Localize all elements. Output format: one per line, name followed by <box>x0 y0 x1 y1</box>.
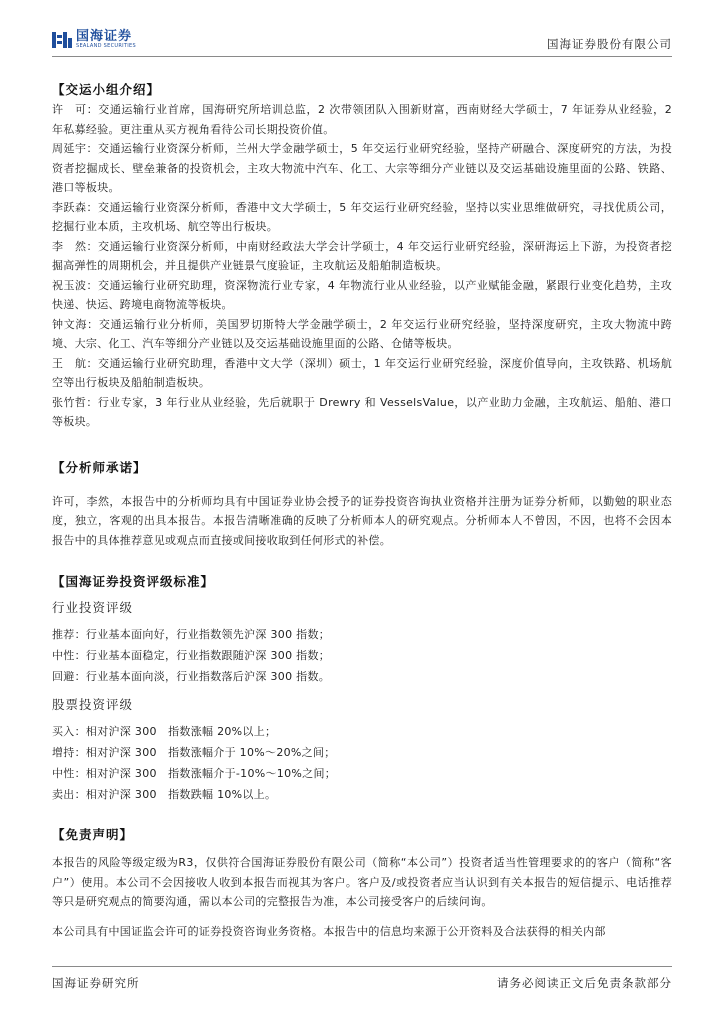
commitment-text: 许可，李然，本报告中的分析师均具有中国证券业协会授予的证券投资咨询执业资格并注册为证券分析师，以勤勉的职业态度，独立，客观的出具本报告。本报告清晰准确的反映了分析师本人的研究观点。分析师本人不曾因，不因，也将不会因本报告中的具体推荐意见或观点而直接或间接收取到任何形式的补偿。 <box>52 494 672 547</box>
logo-name-en: SEALAND SECURITIES <box>76 43 136 49</box>
industry-rating-recommend: 推荐：行业基本面向好，行业指数领先沪深 300 指数； <box>52 628 331 641</box>
bio-zhong-wenhai: 钟文海：交通运输行业分析师，美国罗切斯特大学金融学硕士，2 年交运行业研究经验，坚持深度研究，主攻大物流中跨境、大宗、化工、汽车等细分产业链以及交运基础设施里面的公路、仓储等板块。 <box>52 317 672 350</box>
footer-institute: 国海证券研究所 <box>52 976 140 990</box>
bio-li-yuesen: 李跃森：交通运输行业资深分析师，香港中文大学硕士，5 年交运行业研究经验，坚持以实业思维做研究，寻找优质公司，挖掘行业本质，主攻机场、航空等出行板块。 <box>52 200 672 233</box>
company-logo <box>52 30 136 49</box>
page-footer <box>52 966 672 990</box>
logo-name-cn: 国海证券 <box>76 29 133 44</box>
footer-notice: 请务必阅读正文后免责条款部分 <box>497 976 672 990</box>
stock-rating-buy: 买入：相对沪深 300 指数涨幅 20%以上； <box>52 725 277 738</box>
team-section-title: 【交运小组介绍】 <box>52 82 161 97</box>
stock-rating-neutral: 中性：相对沪深 300 指数涨幅介于-10%～10%之间； <box>52 767 337 780</box>
industry-rating-heading: 行业投资评级 <box>52 600 134 615</box>
page-content <box>52 80 672 941</box>
bio-zhang-zhuzhe: 张竹哲：行业专家，3 年行业从业经验，先后就职于 Drewry 和 VesselsValue，以产业助力金融，主攻航运、船舶、港口等板块。 <box>52 395 672 428</box>
stock-rating-heading: 股票投资评级 <box>52 697 134 712</box>
sealand-logo-icon <box>52 32 72 48</box>
bio-xu-ke: 许 可：交通运输行业首席，国海研究所培训总监，2 次带领团队入围新财富，西南财经大学硕士，7 年证券从业经验，2 年私募经验。更注重从买方视角看待公司长期投资价值。 <box>52 103 672 136</box>
company-name: 国海证券股份有限公司 <box>547 37 672 51</box>
bio-li-ran: 李 然：交通运输行业资深分析师，中南财经政法大学会计学硕士，4 年交运行业研究经验，深研海运上下游，为投资者挖掘高弹性的周期机会，并且提供产业链景气度验证，主攻航运及船舶制造板块。 <box>52 239 672 272</box>
page-header <box>52 30 672 57</box>
stock-rating-sell: 卖出：相对沪深 300 指数跌幅 10%以上。 <box>52 788 277 801</box>
bio-zhou-yanyu: 周延宇：交通运输行业资深分析师，兰州大学金融学硕士，5 年交运行业研究经验，坚持产研融合、深度研究的方法，为投资者挖掘成长、壁垒兼备的投资机会，主攻大物流中汽车、化工、大宗等细分产业链以及交运基础设施里面的公路、铁路、港口等板块。 <box>52 142 672 194</box>
industry-rating-avoid: 回避：行业基本面向淡，行业指数落后沪深 300 指数。 <box>52 670 331 683</box>
disclaimer-paragraph-2: 本公司具有中国证监会许可的证券投资咨询业务资格。本报告中的信息均来源于公开资料及合法获得的相关内部 <box>52 924 606 938</box>
industry-rating-neutral: 中性：行业基本面稳定，行业指数跟随沪深 300 指数； <box>52 649 331 662</box>
disclaimer-section-title: 【免责声明】 <box>52 827 134 842</box>
bio-wang-hang: 王 航：交通运输行业研究助理，香港中文大学（深圳）硕士，1 年交运行业研究经验，深度价值导向，主攻铁路、机场航空等出行板块及船舶制造板块。 <box>52 356 672 389</box>
disclaimer-paragraph-1: 本报告的风险等级定级为R3，仅供符合国海证券股份有限公司（简称“本公司”）投资者适当性管理要求的的客户（简称“客户”）使用。本公司不会因接收人收到本报告而视其为客户。客户及/或投资者应当认识到有关本报告的短信提示、电话推荐等只是研究观点的简要沟通，需以本公司的完整报告为准，本公司接受客户的后续问询。 <box>52 856 672 908</box>
rating-section-title: 【国海证券投资评级标准】 <box>52 574 215 589</box>
commitment-section-title: 【分析师承诺】 <box>52 459 147 475</box>
bio-zhu-yubo: 祝玉波：交通运输行业研究助理，资深物流行业专家，4 年物流行业从业经验，以产业赋能金融，紧跟行业变化趋势，主攻快递、快运、跨境电商物流等板块。 <box>52 278 672 311</box>
stock-rating-overweight: 增持：相对沪深 300 指数涨幅介于 10%～20%之间； <box>52 746 336 759</box>
